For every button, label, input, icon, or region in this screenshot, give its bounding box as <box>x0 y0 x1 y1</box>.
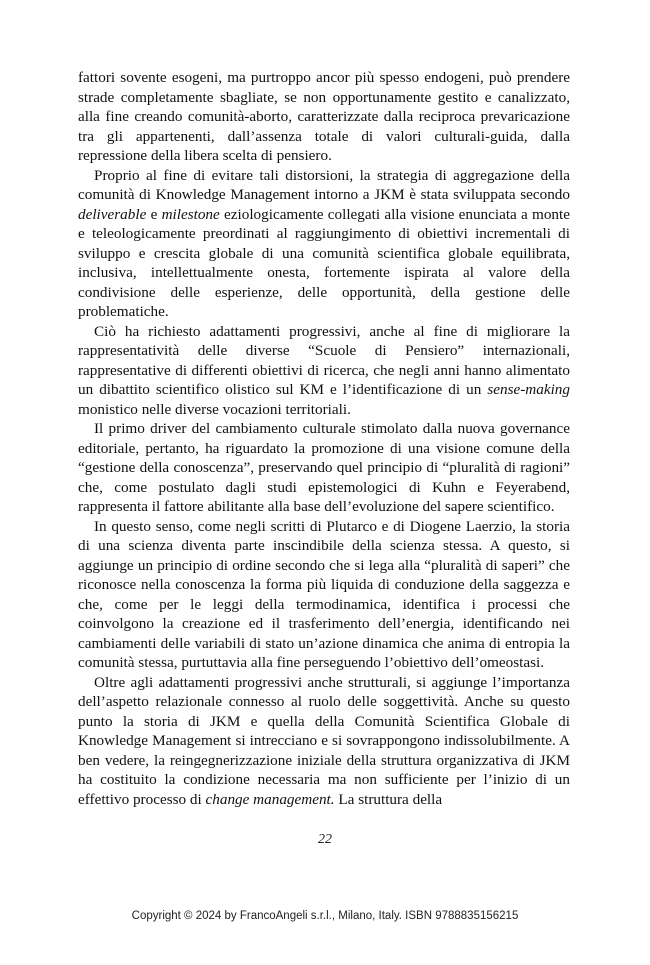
paragraph-3 <box>78 322 570 420</box>
paragraph-4 <box>78 419 570 517</box>
italic-term: deliverable <box>78 205 147 223</box>
paragraph-text: Il primo driver del cambiamento culturale stimolato dalla nuova governance editoriale, pertanto, ha riguardato la promozione di una visione comune della “gestione della conoscenza”, preservando quel principio di “pluralità di ragioni” che, come postulato dagli studi epistemologici di Kuhn e Feyerabend, rappresenta il fattore abilitante alla base dell’evoluzione del sapere scientifico. <box>78 420 570 515</box>
paragraph-6 <box>78 673 570 810</box>
paragraph-text: e <box>146 205 162 223</box>
paragraph-text: La struttura della <box>334 790 443 808</box>
page-number: 22 <box>318 832 332 847</box>
italic-term: change management. <box>205 790 335 808</box>
paragraph-text: Proprio al fine di evitare tali distorsioni, la strategia di aggregazione della comunità di Knowledge Management intorno a JKM è stata sviluppata secondo <box>78 166 570 203</box>
page-body <box>78 68 570 809</box>
italic-term: milestone <box>161 205 220 223</box>
paragraph-text: monistico nelle diverse vocazioni territoriali. <box>78 400 351 418</box>
paragraph-text: In questo senso, come negli scritti di Plutarco e di Diogene Laerzio, la storia di una scienza diventa parte inscindibile della scienza stessa. A questo, si aggiunge un principio di ordine secondo che si lega alla “pluralità di saperi” che riconosce nella conoscenza la forma più liquida di conduzione della saggezza e che, come per le leggi della termodinamica, identifica i processi che coinvolgono la creazione ed il trasferimento dell’energia, identificando nei cambiamenti delle variabili di stato un’azione dinamica che anima di entropia la comunità stessa, purtuttavia alla fine perseguendo l’obiettivo dell’omeostasi. <box>78 517 570 671</box>
paragraph-text: fattori sovente esogeni, ma purtroppo ancor più spesso endogeni, può prendere strade completamente sbagliate, se non opportunamente gestito e canalizzato, alla fine creando comunità-aborto, caratterizzate dalla reciproca prevaricazione tra gli appartenenti, dall’assenza totale di valori culturali-guida, dalla repressione della libera scelta di pensiero. <box>78 69 570 164</box>
paragraph-1 <box>78 68 570 166</box>
paragraph-text: Oltre agli adattamenti progressivi anche strutturali, si aggiunge l’importanza dell’aspetto relazionale connesso al ruolo delle soggettività. Anche su questo punto la storia di JKM e quella della Comunità Scientifica Globale di Knowledge Management si intrecciano e si sovrappongono indissolubilmente. A ben vedere, la reingegnerizzazione iniziale della struttura organizzativa di JKM ha costituito la condizione necessaria ma non sufficiente per l’inizio di un effettivo processo di <box>78 673 570 808</box>
copyright-notice: Copyright © 2024 by FrancoAngeli s.r.l., Milano, Italy. ISBN 9788835156215 <box>131 910 519 922</box>
paragraph-5 <box>78 517 570 673</box>
paragraph-text: eziologicamente collegati alla visione enunciata a monte e teleologicamente preordinati al raggiungimento di obiettivi incrementali di sviluppo e crescita globale di una comunità scientifica globale equilibrata, inclusiva, intellettualmente onesta, fortemente ispirata al valore della condivisione delle esperienze, delle opportunità, della gestione delle problematiche. <box>78 205 570 320</box>
paragraph-text: Ciò ha richiesto adattamenti progressivi, anche al fine di migliorare la rappresentatività delle diverse “Scuole di Pensiero” internazionali, rappresentative di differenti obiettivi di ricerca, che negli anni hanno alimentato un dibattito scientifico olistico sul KM e l’identificazione di un <box>78 322 570 398</box>
italic-term: sense-making <box>487 381 570 398</box>
paragraph-2 <box>78 166 570 322</box>
